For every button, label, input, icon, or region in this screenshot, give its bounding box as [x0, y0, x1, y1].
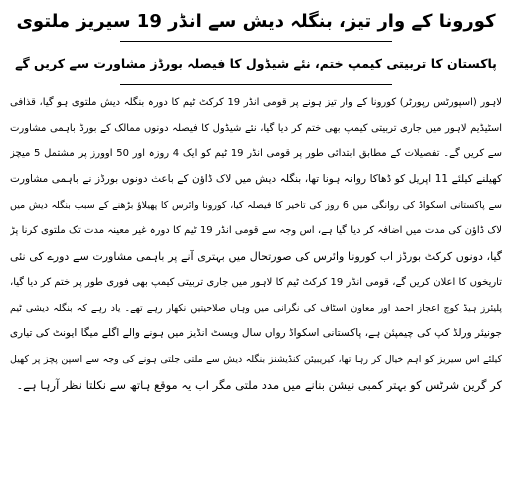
- article-line: لاہور (اسپورٹس رپورٹر) کورونا کے وار تیز ہونے پر قومی انڈر 19 کرکٹ ٹیم کا دورہ بنگلہ دیش ملتوی ہو گیا، قذافی: [10, 97, 502, 108]
- article-line: تاریخوں کا اعلان کریں گے، قومی انڈر 19 کرکٹ ٹیم کا لاہور میں جاری تربیتی کیمپ بھی فوری طور پر ختم کر دیا گیا،: [10, 276, 502, 288]
- article-line: اسٹیڈیم لاہور میں جاری تربیتی کیمپ بھی ختم کر دیا گیا، نئے شیڈول کا فیصلہ دونوں ممالک کے بورڈ باہمی مشاورت: [10, 122, 502, 134]
- subheadline-underline: [120, 84, 392, 85]
- subheadline: پاکستان کا تربیتی کیمپ ختم، نئے شیڈول کا فیصلہ بورڈز مشاورت سے کریں گے: [15, 56, 497, 71]
- article-line: جونیئر ورلڈ کپ کی چیمپئن ہے، پاکستانی اسکواڈ رواں سال ویسٹ انڈیز میں ہونے والے اگلے میگا ایونٹ کی تیاری: [10, 327, 502, 340]
- article-line: سے کریں گے۔ تفصیلات کے مطابق ابتدائی طور پر قومی انڈر 19 ٹیم کو ایک 4 روزہ اور 50 اوورز پر مشتمل 5 میچز: [10, 148, 502, 160]
- article-body: [10, 90, 502, 495]
- article-line: سے پاکستانی اسکواڈ کی روانگی میں 6 روز کی تاخیر کا فیصلہ کیا، کورونا وائرس کا پھیلاؤ بڑھنے کے سبب بنگلہ دیش میں: [10, 199, 502, 211]
- article-line: کھیلنے کیلئے 11 اپریل کو ڈھاکا روانہ ہونا تھا، بنگلہ دیش میں لاک ڈاؤن کے باعث دونوں بورڈز نے باہمی مشاورت: [10, 173, 502, 186]
- article-line: گیا، دونوں کرکٹ بورڈز اب کورونا وائرس کی صورتحال میں بہتری آنے پر باہمی مشاورت سے دورے کی نئی: [10, 250, 502, 264]
- article-line: لاک ڈاؤن کی مدت میں اضافہ کر دیا گیا ہے، اس وجہ سے قومی انڈر 19 ٹیم کا دورہ غیر معینہ مدت تک ملتوی کرنا پڑ: [10, 225, 502, 237]
- article-line: کر گرین شرٹس کو بہتر کمبی نیشن بنانے میں مدد ملتی مگر اب یہ موقع ہاتھ سے نکلتا نظر آرہا ہے۔: [16, 377, 502, 392]
- article-line: پلیئرز ہیڈ کوچ اعجاز احمد اور معاون اسٹاف کی نگرانی میں وہاں صلاحیتیں نکھار رہے تھے۔ یاد رہے کہ بنگلہ دیشی ٹیم: [10, 302, 502, 314]
- article-line: کیلئے اس سیریز کو اہم خیال کر رہا تھا، کیریبیئن کنڈیشنز بنگلہ دیش سے ملتی جلتی ہونے کی وجہ سے اسپن پچز پر کھیل: [10, 353, 502, 365]
- headline: کورونا کے وار تیز، بنگلہ دیش سے انڈر 19 سیریز ملتوی: [16, 11, 496, 32]
- headline-underline: [120, 41, 392, 42]
